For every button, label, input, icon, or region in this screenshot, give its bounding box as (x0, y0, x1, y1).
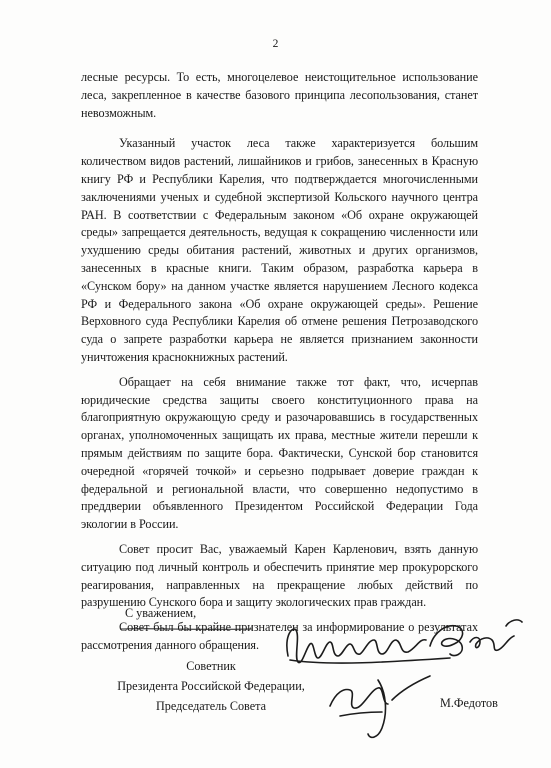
closing-salutation: С уважением, (125, 606, 197, 620)
closing-underline (120, 626, 252, 632)
letter-body (81, 69, 478, 662)
signatory-role: Председатель Совета (155, 699, 267, 713)
page-number: 2 (272, 38, 279, 50)
paragraph-request: Совет просит Вас, уважаемый Карен Карленович, взять данную ситуацию под личный контроль и обеспечить принятие мер прокурорского реагирования, направленных на прекращение любых действий по разрушению Сунского бора и защиту экологических прав граждан. (81, 541, 478, 610)
paragraph-gratitude: Совет был бы крайне признателен за информирование о результатах рассмотрения данного обращения. (81, 620, 478, 652)
signatory-position: Президента Российской Федерации, (117, 679, 305, 693)
signer-name: М.Федотов (440, 696, 498, 710)
signatory-title: Советник (186, 659, 236, 673)
handwritten-signature (270, 596, 540, 746)
paragraph-continuation: лесные ресурсы. То есть, многоцелевое неистощительное использование леса, закрепленное в качестве базового принципа лесопользования, станет невозможным. (81, 70, 478, 120)
paragraph-red-book-species: Указанный участок леса также характеризуется большим количеством видов растений, лишайников и грибов, занесенных в Красную книгу РФ и Республики Карелия, что подтверждается многочисленными заключениями ученых и судебной экспертизой Кольского научного центра РАН. В соответствии с Федеральным законом «Об охране окружающей среды» запрещается деятельность, ведущая к сокращению численности или ухудшению среды обитания растений, животных и других организмов, занесенных в красные книги. Таким образом, разработка карьера в «Сунском бору» на данном участке является нарушением Лесного кодекса РФ и Федерального закона «Об охране окружающей среды». Решение Верховного суда Республики Карелия об отмене решения Петрозаводского суда о запрете разработки карьера не является признанием законности уничтожения краснокнижных растений. (81, 136, 478, 364)
paragraph-local-residents: Обращает на себя внимание также тот факт, что, исчерпав юридические средства защиты своего конституционного права на благоприятную окружающую среду и разочаровавшись в государственных органах, уполномоченных защищать их права, местные жители перешли к прямым действиям по защите бора. Фактически, Сунской бор становится очередной «горячей точкой» и серьезно подрывает доверие граждан к федеральной и региональной власти, что совершенно недопустимо в преддверии объявленного Президентом Российской Федерации Года экологии в России. (81, 374, 478, 532)
